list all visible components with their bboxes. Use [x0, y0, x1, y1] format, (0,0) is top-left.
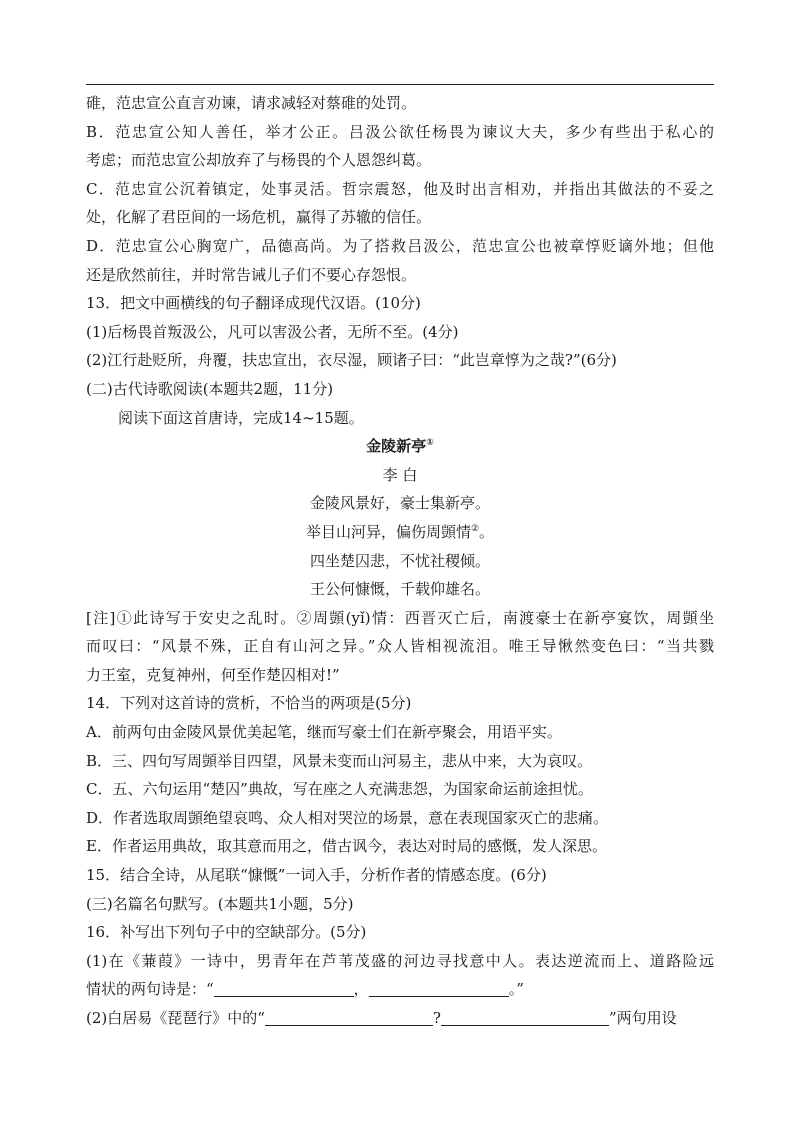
text-line: [86, 404, 714, 433]
text-line: [86, 146, 714, 175]
text-line: [86, 604, 714, 633]
text-line: [86, 375, 714, 404]
line-text: 考虑；而范忠宣公却放弃了与杨畏的个人恩怨纠葛。: [86, 151, 432, 170]
answer-blank[interactable]: [265, 1007, 433, 1026]
blank-suffix: 。”: [508, 980, 524, 999]
text-line: [86, 918, 714, 947]
line-text: 14．下列对这首诗的赏析，不恰当的两项是(5分): [86, 694, 412, 713]
text-line: [86, 318, 714, 347]
line-text: 阅读下面这首唐诗，完成14~15题。: [118, 408, 364, 427]
text-line: [86, 261, 714, 290]
fill-in-line: [86, 975, 714, 1004]
poem-line: [86, 518, 714, 547]
text-line: [86, 775, 714, 804]
line-text: 力王室，克复神州，何至作楚囚相对!”: [86, 665, 340, 684]
blank-suffix: ”两句用设: [608, 1009, 677, 1027]
text-line: [86, 175, 714, 204]
line-text: 处，化解了君臣间的一场危机，赢得了苏辙的信任。: [86, 208, 432, 227]
text-line: [86, 346, 714, 375]
line-text: 金陵风景好，豪士集新亭。: [309, 494, 490, 513]
text-line: [86, 718, 714, 747]
answer-blank[interactable]: [441, 1007, 609, 1026]
text-line: [86, 632, 714, 661]
text-line: [86, 689, 714, 718]
blank-prefix: (2)白居易《琵琶行》中的“: [86, 1009, 265, 1027]
answer-blank[interactable]: [214, 978, 354, 997]
text-line: [86, 89, 714, 118]
text-line: [86, 861, 714, 890]
text-line: [86, 804, 714, 833]
line-text: D．范忠宣公心胸宽广，品德高尚。为了搭救吕汲公，范忠宣公也被章惇贬谪外地；但他: [86, 236, 714, 255]
text-line: [86, 661, 714, 690]
footnote-marker: ②: [470, 523, 480, 534]
line-text: C．范忠宣公沉着镇定，处事灵活。哲宗震怒，他及时出言相劝，并指出其做法的不妥之: [86, 179, 714, 198]
line-text: 而叹曰：“风景不殊，正自有山河之异。”众人皆相视流泪。唯王导愀然变色曰：“当共戮: [86, 637, 714, 656]
poem-line: [86, 547, 714, 576]
document-body: [86, 89, 714, 1033]
footnote-marker: ①: [426, 438, 434, 449]
text-line: [86, 203, 714, 232]
line-text: 15．结合全诗，从尾联“慷慨”一词入手，分析作者的情感态度。(6分): [86, 866, 547, 885]
line-text: 王公何慷慨，千载仰雄名。: [309, 580, 490, 599]
blank-prefix: 情状的两句诗是：“: [86, 980, 214, 999]
line-text: 举目山河异，偏伤周顗情: [305, 522, 471, 541]
line-text: 还是欣然前往，并时常告诫儿子们不要心存怨恨。: [86, 265, 417, 284]
line-text: D．作者选取周顗绝望哀鸣、众人相对哭泣的场景，意在表现国家灭亡的悲痛。: [86, 808, 609, 827]
poem-line: [86, 575, 714, 604]
answer-blank[interactable]: [369, 978, 509, 997]
line-text: 16．补写出下列句子中的空缺部分。(5分): [86, 923, 367, 942]
line-text: (三)名篇名句默写。(本题共1小题，5分): [86, 894, 354, 913]
line-text: 13．把文中画横线的句子翻译成现代汉语。(10分): [86, 294, 421, 313]
line-text: 四坐楚囚悲，不忧社稷倾。: [309, 551, 490, 570]
poem-line: [86, 489, 714, 518]
line-text: 碓，范忠宣公直言劝谏，请求减轻对蔡碓的处罚。: [86, 94, 417, 112]
line-text: A．前两句由金陵风景优美起笔，继而写豪士们在新亭聚会，用语平实。: [86, 723, 562, 742]
line-text: B．范忠宣公知人善任，举才公正。吕汲公欲任杨畏为谏议大夫，多少有些出于私心的: [86, 122, 714, 141]
line-text: E．作者运用典故，取其意而用之，借古讽今，表达对时局的感慨，发人深思。: [86, 837, 607, 856]
line-text: (二)古代诗歌阅读(本题共2题，11分): [86, 379, 334, 398]
text-line: [86, 118, 714, 147]
text-line: [86, 947, 714, 976]
blank-separator: ，: [353, 980, 369, 999]
poem-line: [86, 432, 714, 461]
text-line: [86, 289, 714, 318]
line-text: 金陵新亭: [366, 437, 427, 456]
line-text: (1)在《蒹葭》一诗中，男青年在芦苇茂盛的河边寻找意中人。表达逆流而上、道路险远: [86, 951, 714, 970]
line-text: (2)江行赴贬所，舟覆，扶忠宣出，衣尽湿，顾诸子曰：“此岂章惇为之哉?”(6分): [86, 351, 617, 370]
line-text: B．三、四句写周顗举目四望，风景未变而山河易主，悲从中来，大为哀叹。: [86, 751, 593, 770]
header-rule: [86, 84, 714, 85]
poem-line: [86, 461, 714, 490]
line-text: 李 白: [382, 465, 418, 484]
text-line: [86, 890, 714, 919]
line-text: C．五、六句运用“楚囚”典故，写在座之人充满悲怨，为国家命运前途担忧。: [86, 780, 593, 799]
text-line: [86, 832, 714, 861]
line-text: [注]①此诗写于安史之乱时。②周顗(yǐ)情：西晋灭亡后，南渡豪士在新亭宴饮，周顗坐: [86, 608, 714, 627]
blank-separator: ?: [432, 1009, 441, 1027]
fill-in-line: [86, 1004, 714, 1033]
line-text: (1)后杨畏首叛汲公，凡可以害汲公者，无所不至。(4分): [86, 322, 459, 341]
text-line: [86, 232, 714, 261]
text-line: [86, 747, 714, 776]
line-tail: 。: [479, 522, 495, 541]
